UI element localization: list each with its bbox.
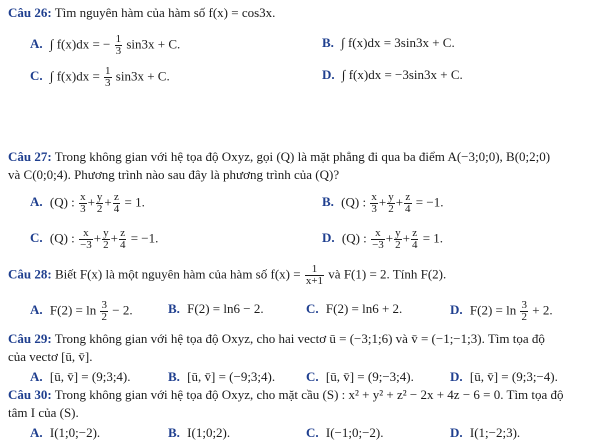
option-label: B. xyxy=(168,425,180,440)
fraction-z: $\frac{z}{4}$ xyxy=(405,191,411,215)
question-27-text-line2: và C(0;0;4). Phương trình nào sau đây là phương trình của (Q)? xyxy=(8,167,340,182)
option-tail: + 2. xyxy=(532,302,553,318)
option-text: I(1;0;−2). xyxy=(49,425,101,440)
question-30 xyxy=(8,386,608,422)
option-label: A. xyxy=(30,369,43,384)
option-label: A. xyxy=(30,425,43,440)
option-label: A. xyxy=(30,302,43,318)
question-26-stem xyxy=(8,4,608,22)
option-rhs: = −1. xyxy=(130,230,159,246)
question-28 xyxy=(8,264,608,287)
fraction: $\frac{3}{2}$ xyxy=(101,299,107,323)
option-text: [ū, v̄] = (9;−3;4). xyxy=(325,369,414,384)
fraction-x: $\frac{x}{3}$ xyxy=(371,191,377,215)
option-label: C. xyxy=(306,369,319,384)
question-28-stem xyxy=(8,264,608,287)
q30-option-b[interactable] xyxy=(168,424,230,442)
option-text: [ū, v̄] = (9;3;4). xyxy=(49,369,131,384)
question-29-number: Câu 29: xyxy=(8,331,52,346)
question-26 xyxy=(8,4,608,22)
question-28-number: Câu 28: xyxy=(8,266,52,282)
question-27-text-line1: Trong không gian với hệ tọa độ Oxyz, gọi (Q) là mặt phẳng đi qua ba điểm A(−3;0;0), B(0;2;0) xyxy=(54,149,551,164)
option-text: ∫ f(x)dx = −3sin3x + C. xyxy=(341,67,463,82)
option-label: B. xyxy=(168,369,180,384)
q27-option-a[interactable]: A. (Q) : $\frac{x}{3}$ + $\frac{y}{2}$ + $\frac{z}{4}$ = 1. xyxy=(30,191,145,215)
question-29-text-line2: của vectơ [ū, v̄]. xyxy=(8,349,93,364)
fraction-x: $\frac{x}{-3}$ xyxy=(372,227,384,251)
option-tail: sin3x + C. xyxy=(126,36,181,52)
fraction-z: $\frac{z}{4}$ xyxy=(411,227,418,251)
option-text: ∫ f(x)dx = xyxy=(49,68,100,84)
option-label: B. xyxy=(322,194,334,210)
fraction-y: $\frac{y}{2}$ xyxy=(388,191,394,215)
question-26-text: Tìm nguyên hàm của hàm số f(x) = cos3x. xyxy=(54,5,276,20)
q28-option-d[interactable] xyxy=(450,300,553,323)
option-label: A. xyxy=(30,194,43,210)
option-rhs: = 1. xyxy=(124,194,145,210)
q29-option-a[interactable] xyxy=(30,368,131,386)
option-prefix: F(2) = ln xyxy=(49,302,97,318)
option-text: ∫ f(x)dx = − xyxy=(49,36,111,52)
q30-option-a[interactable] xyxy=(30,424,100,442)
option-tail: sin3x + C. xyxy=(115,68,170,84)
option-text: F(2) = ln6 + 2. xyxy=(325,301,403,316)
fraction-y: $\frac{y}{2}$ xyxy=(96,191,103,215)
fraction-z: $\frac{z}{4}$ xyxy=(119,227,126,251)
option-prefix: (Q) : xyxy=(341,194,367,210)
option-label: D. xyxy=(450,302,463,318)
q27-option-d[interactable]: D. (Q) : $\frac{x}{-3}$ + $\frac{y}{2}$ + $\frac{z}{4}$ = 1. xyxy=(322,227,444,251)
q30-option-c[interactable] xyxy=(306,424,384,442)
fraction-y: $\frac{y}{2}$ xyxy=(103,227,109,251)
option-label: B. xyxy=(168,301,180,316)
option-text: I(1;0;2). xyxy=(187,425,231,440)
question-27 xyxy=(8,148,608,184)
option-rhs: = −1. xyxy=(415,194,444,210)
fraction-x: $\frac{x}{3}$ xyxy=(80,191,86,215)
question-29-stem-line1 xyxy=(8,330,608,348)
q27-option-b[interactable]: B. (Q) : $\frac{x}{3}$ + $\frac{y}{2}$ + $\frac{z}{4}$ = −1. xyxy=(322,191,444,215)
option-prefix: (Q) : xyxy=(49,194,75,210)
q26-option-d[interactable] xyxy=(322,66,463,84)
q29-option-c[interactable] xyxy=(306,368,414,386)
q26-option-c[interactable] xyxy=(30,66,170,89)
option-text: I(−1;0;−2). xyxy=(325,425,384,440)
question-27-number: Câu 27: xyxy=(8,149,52,164)
q30-option-d[interactable] xyxy=(450,424,520,442)
option-tail: − 2. xyxy=(112,302,133,318)
question-30-text-line1: Trong không gian với hệ tọa độ Oxyz, cho mặt cầu (S) : x² + y² + z² − 2x + 4z − 6 = 0. Tìm tọa độ xyxy=(54,387,564,402)
option-label: C. xyxy=(306,301,319,316)
question-28-text-b: và F(1) = 2. Tính F(2). xyxy=(328,266,447,282)
question-29 xyxy=(8,330,608,366)
option-text: [ū, v̄] = (−9;3;4). xyxy=(187,369,276,384)
option-prefix: (Q) : xyxy=(49,230,75,246)
option-text: [ū, v̄] = (9;3;−4). xyxy=(469,369,558,384)
option-text: F(2) = ln6 − 2. xyxy=(187,301,264,316)
question-29-text-line1: Trong không gian với hệ tọa độ Oxyz, cho hai vectơ ū = (−3;1;6) và v̄ = (−1;−1;3). Tìm tọa độ xyxy=(54,331,545,346)
option-label: A. xyxy=(30,36,43,52)
q28-option-c[interactable] xyxy=(306,300,402,318)
fraction-y: $\frac{y}{2}$ xyxy=(395,227,401,251)
option-text: ∫ f(x)dx = 3sin3x + C. xyxy=(341,35,455,50)
option-rhs: = 1. xyxy=(422,230,444,246)
option-label: C. xyxy=(306,425,319,440)
option-label: D. xyxy=(450,425,463,440)
option-label: B. xyxy=(322,35,334,50)
question-30-stem-line1 xyxy=(8,386,608,404)
fraction: $\frac{1}{x+1}$ xyxy=(305,263,324,287)
q29-option-d[interactable] xyxy=(450,368,558,386)
question-26-number: Câu 26: xyxy=(8,5,52,20)
q26-option-a[interactable] xyxy=(30,34,180,57)
question-30-number: Câu 30: xyxy=(8,387,52,402)
option-label: C. xyxy=(30,230,43,246)
option-prefix: (Q) : xyxy=(341,230,367,246)
option-label: C. xyxy=(30,68,43,84)
question-27-stem-line1 xyxy=(8,148,608,166)
option-label: D. xyxy=(322,67,335,82)
q26-option-b[interactable] xyxy=(322,34,455,52)
option-label: D. xyxy=(322,230,335,246)
q28-option-a[interactable] xyxy=(30,300,133,323)
fraction: $\frac{3}{2}$ xyxy=(521,299,527,323)
fraction: $\frac{1}{3}$ xyxy=(115,33,122,57)
option-prefix: F(2) = ln xyxy=(469,302,517,318)
q29-option-b[interactable] xyxy=(168,368,275,386)
q27-option-c[interactable]: C. (Q) : $\frac{x}{-3}$ + $\frac{y}{2}$ + $\frac{z}{4}$ = −1. xyxy=(30,227,159,251)
option-text: I(1;−2;3). xyxy=(469,425,521,440)
fraction-x: $\frac{x}{-3}$ xyxy=(80,227,92,251)
fraction: $\frac{1}{3}$ xyxy=(105,65,111,89)
q28-option-b[interactable] xyxy=(168,300,264,318)
question-30-text-line2: tâm I của (S). xyxy=(8,405,79,420)
question-28-text-a: Biết F(x) là một nguyên hàm của hàm số f(x) = xyxy=(54,266,301,282)
option-label: D. xyxy=(450,369,463,384)
fraction-z: $\frac{z}{4}$ xyxy=(113,191,120,215)
